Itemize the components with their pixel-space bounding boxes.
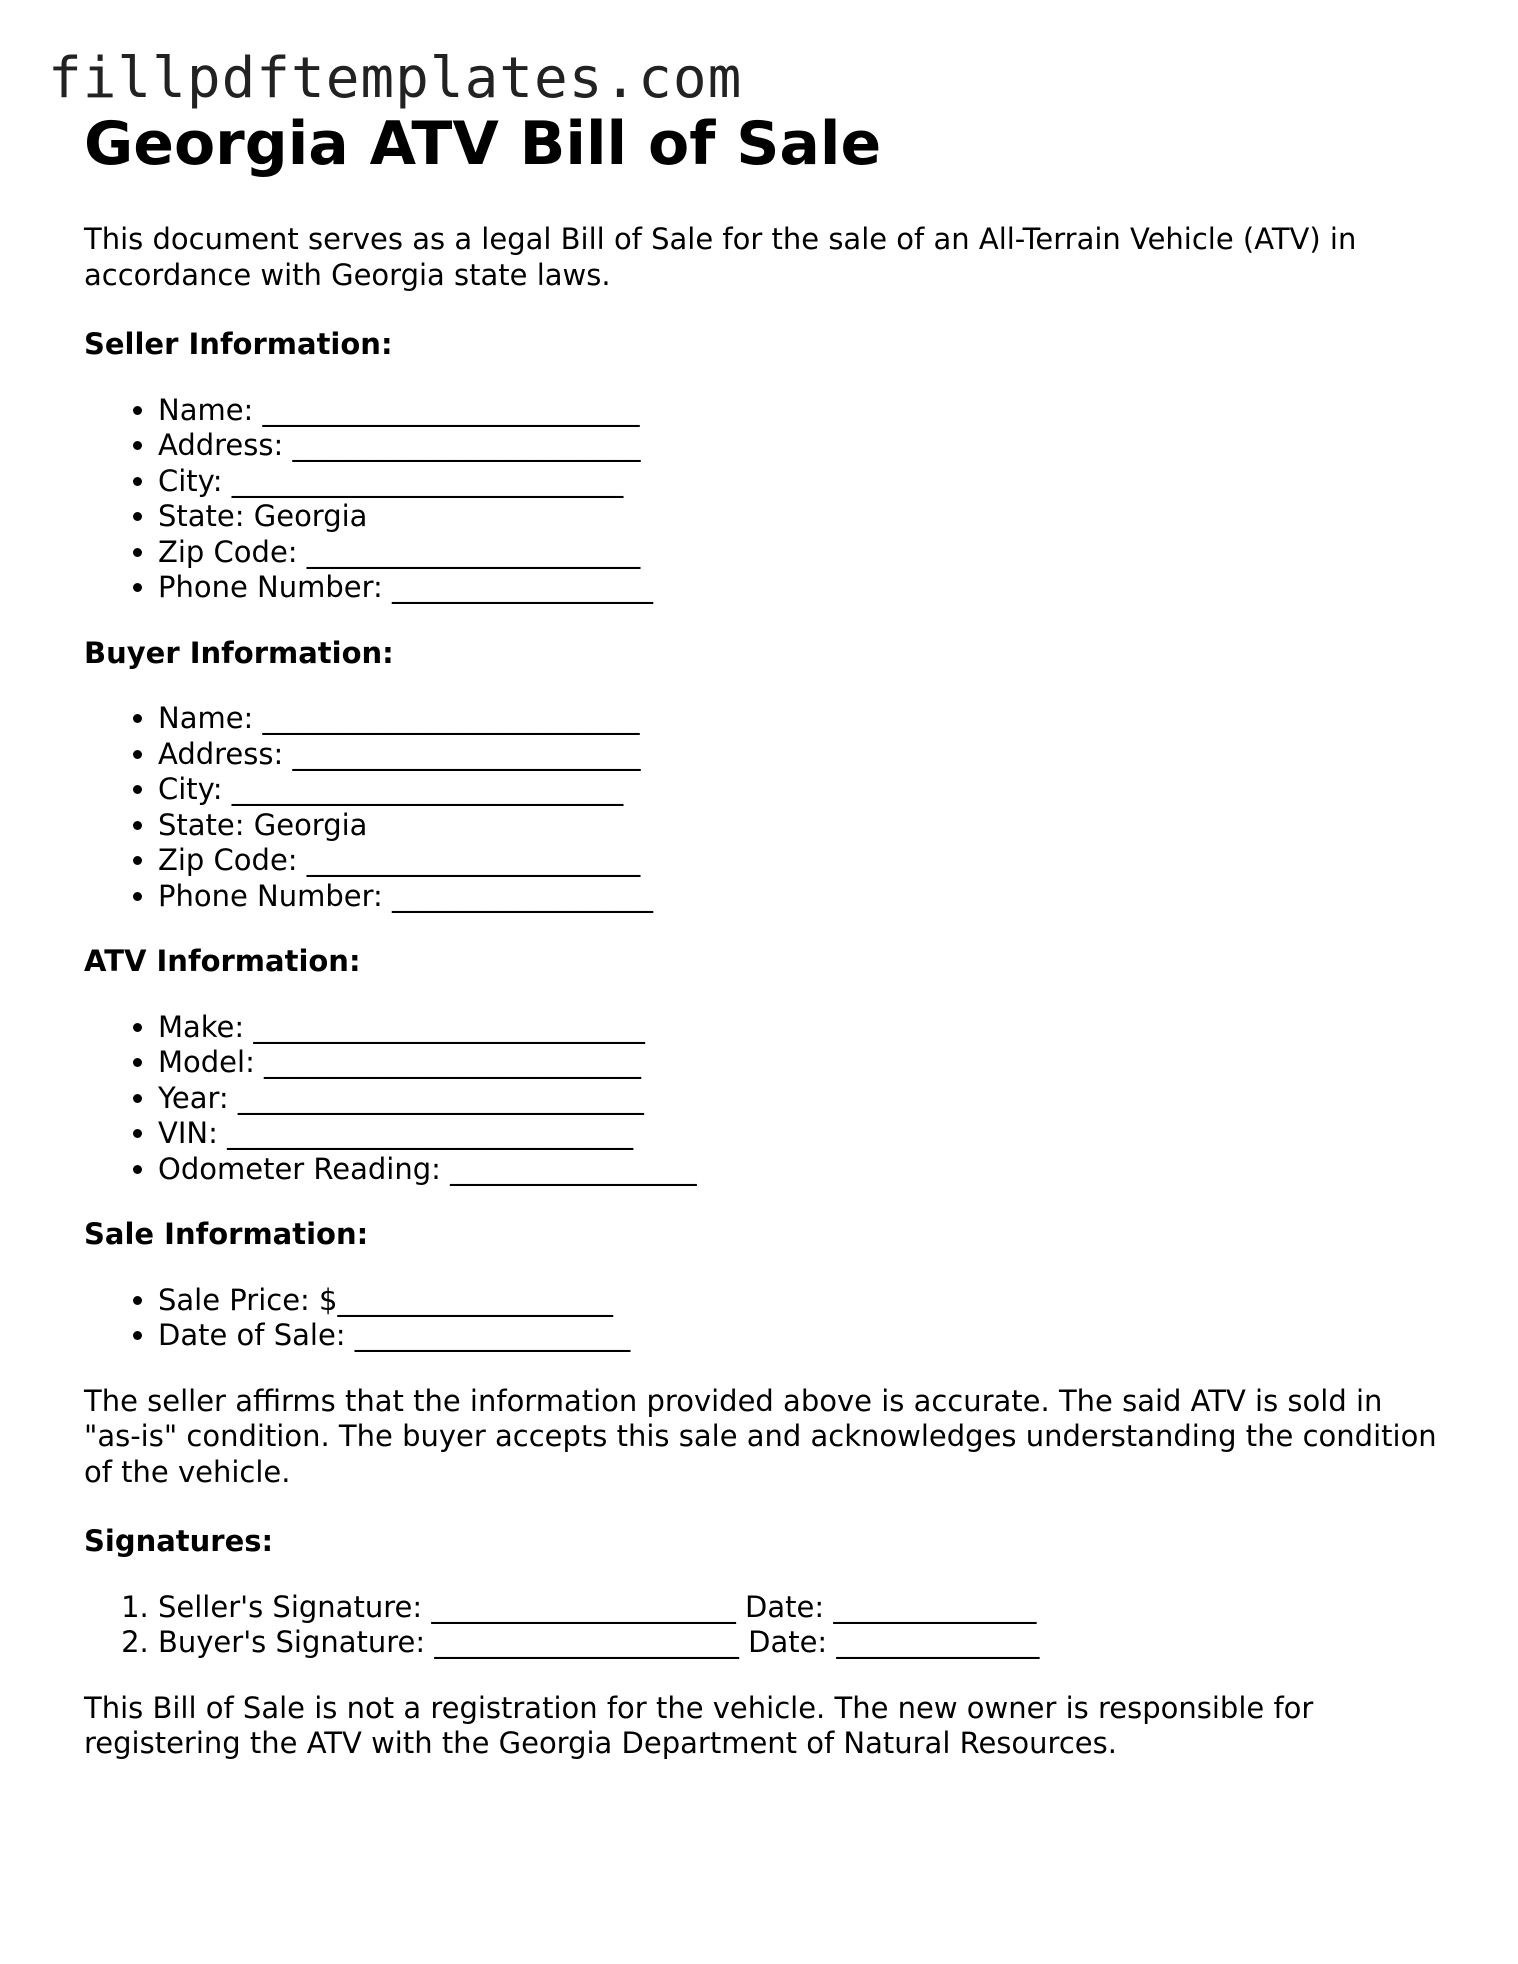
atv-odometer-field[interactable]: • Odometer Reading: _________________ (158, 1152, 1444, 1188)
buyer-state-field: • State: Georgia (158, 808, 1444, 844)
buyer-info-list (84, 701, 1444, 914)
atv-section-heading: ATV Information: (84, 944, 361, 978)
buyer-phone-field[interactable]: • Phone Number: __________________ (158, 879, 1444, 915)
document-body (84, 108, 1444, 1796)
signatures-section-heading: Signatures: (84, 1524, 274, 1558)
affirmation-paragraph: The seller affirms that the information provided above is accurate. The said ATV is sold in "as-is" condition. The buyer accepts this sale and acknowledges understanding the condition of the vehicle. (84, 1383, 1437, 1489)
atv-vin-field[interactable]: • VIN: ____________________________ (158, 1116, 1444, 1152)
buyer-zip-field[interactable]: • Zip Code: _______________________ (158, 843, 1444, 879)
seller-state-field: • State: Georgia (158, 499, 1444, 535)
seller-city-field[interactable]: • City: ___________________________ (158, 464, 1444, 500)
atv-info-list (84, 1010, 1444, 1188)
buyer-city-field[interactable]: • City: ___________________________ (158, 772, 1444, 808)
sale-price-field[interactable]: • Sale Price: $___________________ (158, 1283, 1444, 1319)
sale-info-list (84, 1283, 1444, 1354)
buyer-signature-field[interactable]: 2. Buyer's Signature: _____________________ Date: ______________ (158, 1625, 1444, 1661)
document-title: Georgia ATV Bill of Sale (84, 109, 882, 179)
seller-info-list (84, 393, 1444, 606)
intro-paragraph: This document serves as a legal Bill of Sale for the sale of an All-Terrain Vehicle (ATV) in accordance with Georgia state laws. (84, 222, 1357, 292)
sale-date-field[interactable]: • Date of Sale: ___________________ (158, 1318, 1444, 1354)
registration-note: This Bill of Sale is not a registration for the vehicle. The new owner is responsible for registering the ATV with the Georgia Department of Natural Resources. (84, 1690, 1314, 1760)
seller-section-heading: Seller Information: (84, 327, 393, 361)
buyer-section-heading: Buyer Information: (84, 635, 394, 670)
seller-address-field[interactable]: • Address: ________________________ (158, 428, 1444, 464)
seller-name-field[interactable]: • Name: __________________________ (158, 393, 1444, 429)
sale-section-heading: Sale Information: (84, 1217, 369, 1251)
buyer-name-field[interactable]: • Name: __________________________ (158, 701, 1444, 737)
seller-phone-field[interactable]: • Phone Number: __________________ (158, 570, 1444, 606)
atv-model-field[interactable]: • Model: __________________________ (158, 1045, 1444, 1081)
seller-signature-field[interactable]: 1. Seller's Signature: _____________________ Date: ______________ (158, 1590, 1444, 1626)
buyer-address-field[interactable]: • Address: ________________________ (158, 737, 1444, 773)
atv-make-field[interactable]: • Make: ___________________________ (158, 1010, 1444, 1046)
atv-year-field[interactable]: • Year: ____________________________ (158, 1081, 1444, 1117)
signatures-list (84, 1590, 1444, 1661)
seller-zip-field[interactable]: • Zip Code: _______________________ (158, 535, 1444, 571)
watermark-logo: fillpdftemplates.com (48, 46, 743, 111)
